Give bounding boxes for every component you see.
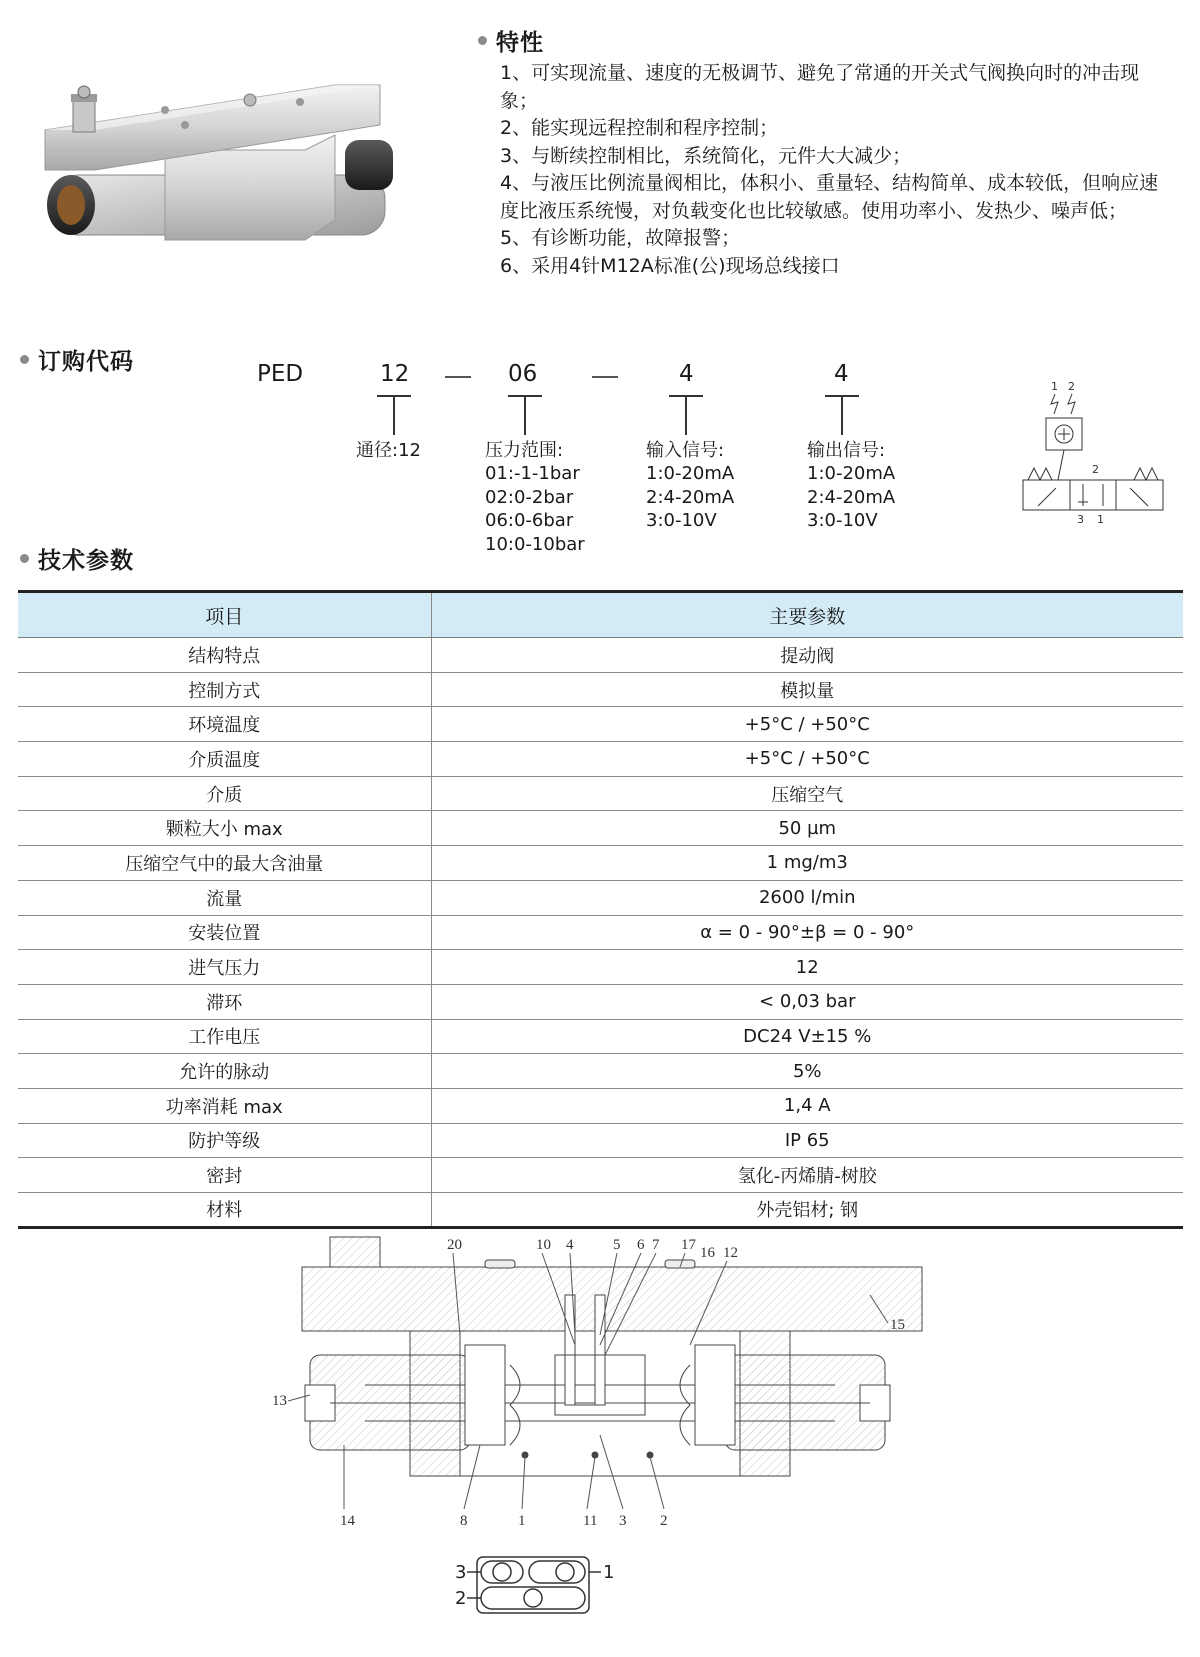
code-bore: 12 xyxy=(380,361,410,387)
svg-text:11: 11 xyxy=(583,1513,598,1529)
svg-text:17: 17 xyxy=(681,1237,696,1253)
pneumatic-symbol xyxy=(1018,380,1168,530)
code-output: 4 xyxy=(834,361,849,387)
output-options: 输出信号: 1:0-20mA 2:4-20mA 3:0-10V xyxy=(807,440,896,532)
svg-text:7: 7 xyxy=(652,1237,660,1253)
sectional-drawing xyxy=(270,1235,940,1565)
table-row: 压缩空气中的最大含油量 1 mg/m3 xyxy=(18,846,1183,881)
table-row: 材料 外壳铝材; 钢 xyxy=(18,1193,1183,1228)
svg-text:2: 2 xyxy=(455,1588,467,1609)
svg-text:12: 12 xyxy=(723,1245,738,1261)
svg-text:1: 1 xyxy=(1051,380,1058,393)
table-row: 工作电压 DC24 V±15 % xyxy=(18,1019,1183,1054)
table-row: 允许的脉动 5% xyxy=(18,1054,1183,1089)
port-layout xyxy=(455,1552,615,1622)
table-row: 密封 氢化-丙烯腈-树胶 xyxy=(18,1158,1183,1193)
code-pressure: 06 xyxy=(508,361,538,387)
svg-text:5: 5 xyxy=(613,1237,621,1253)
svg-text:2: 2 xyxy=(660,1513,668,1529)
svg-text:16: 16 xyxy=(700,1245,715,1261)
feature-line: 2、能实现远程控制和程序控制； xyxy=(500,117,779,139)
col-header-item: 项目 xyxy=(18,592,431,638)
svg-text:2: 2 xyxy=(1092,463,1099,476)
bracket-line xyxy=(524,395,526,435)
bracket-line xyxy=(685,395,687,435)
table-row: 防护等级 IP 65 xyxy=(18,1123,1183,1158)
svg-text:1: 1 xyxy=(518,1513,526,1529)
feature-line: 度比液压系统慢，对负载变化也比较敏感。使用功率小、发热少、噪声低； xyxy=(500,199,1128,222)
feature-line: 1、可实现流量、速度的无极调节、避免了常通的开关式气阀换向时的冲击现 xyxy=(500,62,1140,84)
table-row: 介质温度 +5°C / +50°C xyxy=(18,742,1183,777)
feature-line: 3、与断续控制相比，系统简化，元件大大减少； xyxy=(500,144,912,167)
code-dash xyxy=(445,376,471,378)
svg-text:2: 2 xyxy=(1068,380,1075,393)
bracket-line xyxy=(393,395,395,435)
valve-product-photo xyxy=(35,80,415,265)
table-row: 颗粒大小 max 50 µm xyxy=(18,811,1183,846)
features-list xyxy=(500,60,1200,280)
svg-text:13: 13 xyxy=(272,1393,287,1409)
svg-text:1: 1 xyxy=(603,1562,615,1583)
svg-text:3: 3 xyxy=(619,1513,627,1529)
svg-text:3: 3 xyxy=(455,1562,467,1583)
table-header-row xyxy=(18,592,1183,638)
table-row: 功率消耗 max 1,4 A xyxy=(18,1088,1183,1123)
bore-option: 通径:12 xyxy=(356,440,421,461)
code-dash xyxy=(592,376,618,378)
bullet-icon xyxy=(20,355,29,364)
feature-line: 5、有诊断功能，故障报警； xyxy=(500,227,741,249)
features-heading: 特性 xyxy=(478,24,544,57)
table-row: 安装位置 α = 0 - 90°±β = 0 - 90° xyxy=(18,915,1183,950)
bullet-icon xyxy=(20,554,29,563)
svg-text:4: 4 xyxy=(566,1237,574,1253)
svg-text:8: 8 xyxy=(460,1513,468,1529)
feature-line: 6、采用4针M12A标准(公)现场总线接口 xyxy=(500,254,840,277)
col-header-value: 主要参数 xyxy=(431,592,1183,638)
svg-text:6: 6 xyxy=(637,1237,645,1253)
svg-text:14: 14 xyxy=(340,1513,355,1529)
pressure-options: 压力范围: 01:-1-1bar 02:0-2bar 06:0-6bar 10:0-10bar xyxy=(485,440,585,555)
bracket-line xyxy=(841,395,843,435)
table-row: 进气压力 12 xyxy=(18,950,1183,985)
svg-text:1: 1 xyxy=(1097,513,1104,526)
svg-text:20: 20 xyxy=(447,1237,462,1253)
svg-text:15: 15 xyxy=(890,1317,905,1333)
svg-text:3: 3 xyxy=(1077,513,1084,526)
table-row: 环境温度 +5°C / +50°C xyxy=(18,707,1183,742)
spec-table xyxy=(18,590,1183,1229)
input-options: 输入信号: 1:0-20mA 2:4-20mA 3:0-10V xyxy=(646,440,735,532)
table-row: 介质 压缩空气 xyxy=(18,776,1183,811)
table-row: 滞环 < 0,03 bar xyxy=(18,984,1183,1019)
svg-text:10: 10 xyxy=(536,1237,551,1253)
ordering-heading: 订购代码 xyxy=(20,343,134,376)
code-input: 4 xyxy=(679,361,694,387)
feature-line: 4、与液压比例流量阀相比，体积小、重量轻、结构简单、成本较低，但响应速 xyxy=(500,172,1159,194)
table-row: 流量 2600 l/min xyxy=(18,880,1183,915)
feature-line: 象； xyxy=(500,89,539,112)
code-prefix: PED xyxy=(257,361,304,387)
bullet-icon xyxy=(478,36,487,45)
tech-heading: 技术参数 xyxy=(20,542,134,575)
table-row: 控制方式 模拟量 xyxy=(18,672,1183,707)
table-row: 结构特点 提动阀 xyxy=(18,638,1183,673)
